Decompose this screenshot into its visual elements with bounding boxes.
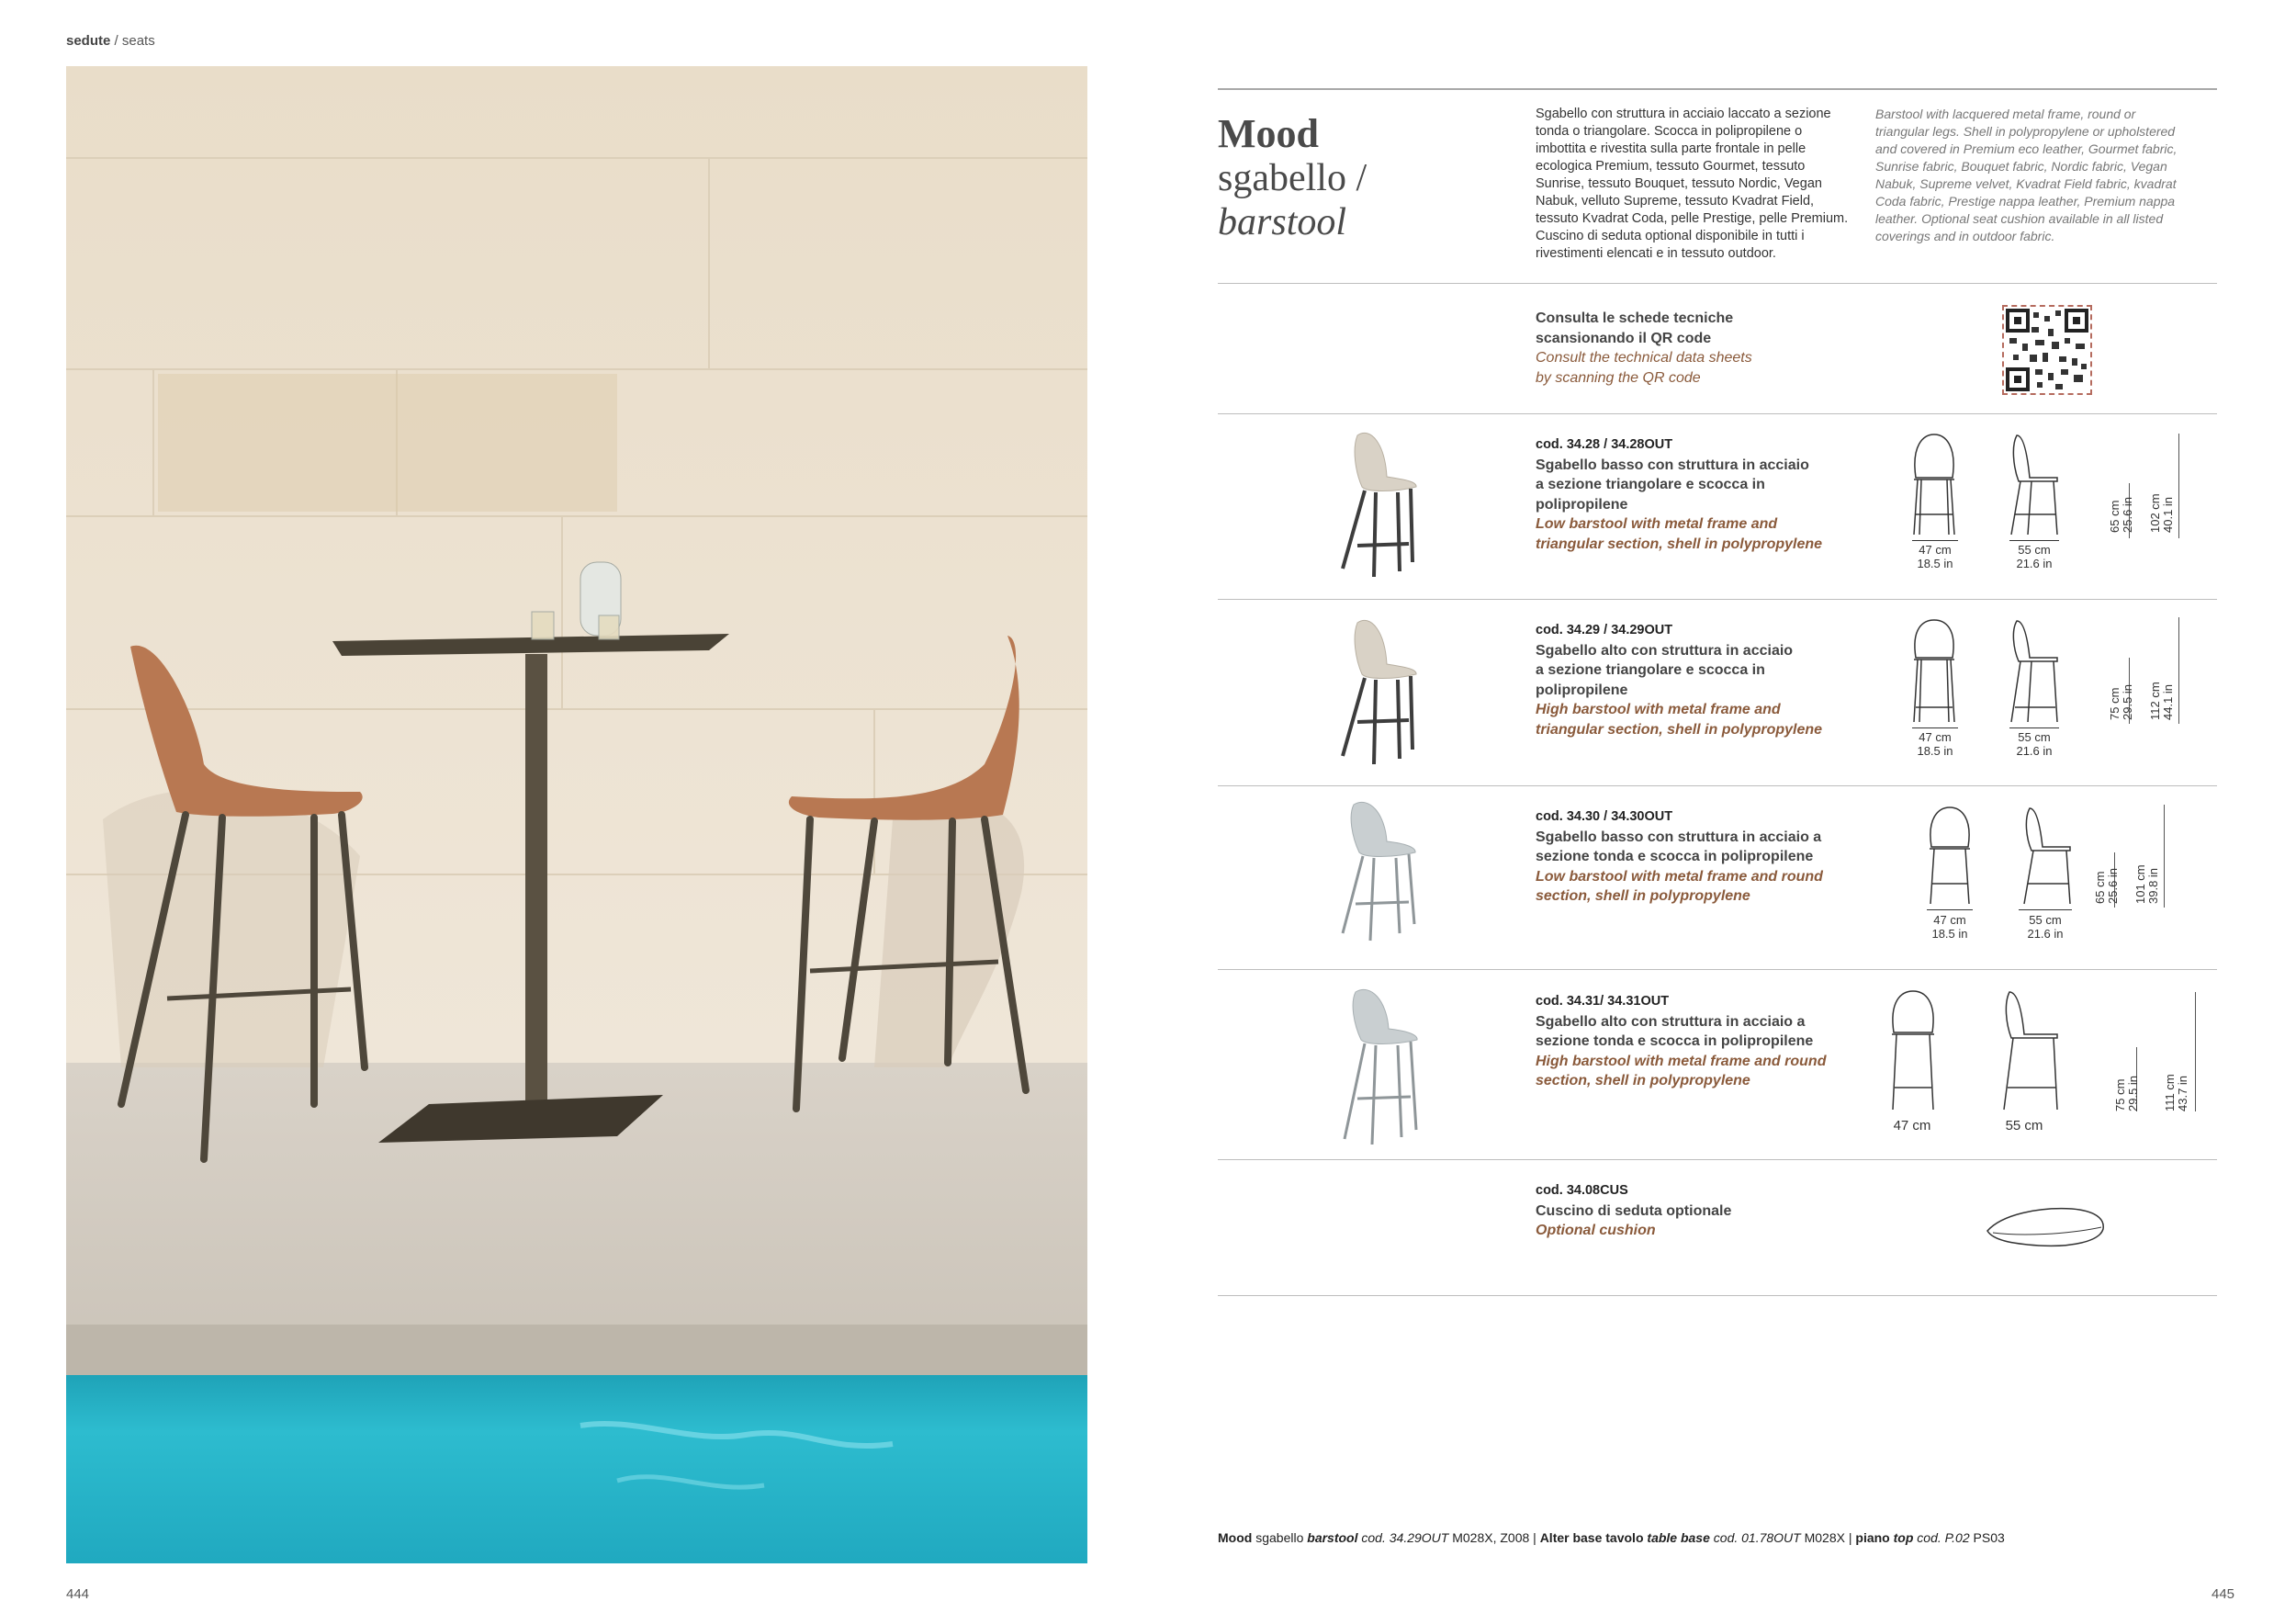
page-number-right: 445 [2212, 1586, 2235, 1602]
page-number-left: 444 [66, 1586, 90, 1602]
item-cushion: cod. 34.08CUS Cuscino di seduta optionale Optional cushion [1536, 1183, 1732, 1238]
qr-code[interactable] [2002, 305, 2092, 395]
width-front: 47 cm 18.5 in [1931, 913, 1968, 941]
description-en: Barstool with lacquered metal frame, round or triangular legs. Shell in polypropylene or upholstered and covered in Premium eco leather, Gourmet fabric, Sunrise fabric, Bouquet fabric, Nordic fabric, Vegan Nabuk, Supreme velvet, Kvadrat Field fabric, kvadrat Coda fabric, Prestige nappa leather, Premium nappa leather. Optional seat cushion available in all listed coverings and in outdoor fabric. [1875, 107, 2178, 243]
photo-illustration [66, 66, 1087, 1563]
divider [1218, 785, 2217, 786]
dimension-line [2009, 727, 2059, 728]
width-front: 47 cm [1893, 1118, 1931, 1133]
dimension-line [2019, 909, 2072, 910]
seat-height: 75 cm 29.5 in [2108, 683, 2134, 720]
width-front: 47 cm 18.5 in [1917, 730, 1953, 758]
product-name: Mood [1218, 111, 1319, 156]
width-side: 55 cm 21.6 in [2016, 543, 2053, 570]
photo-caption: Mood sgabello barstool cod. 34.29OUT M028X, Z008 | Alter base tavolo table base cod. 01.78OUT M028X | piano top cod. P.02 PS03 [1218, 1530, 2005, 1545]
dimension-line [2009, 540, 2059, 541]
dimension-line [1912, 727, 1958, 728]
barstool-thumbnail [1328, 795, 1429, 942]
divider [1218, 413, 2217, 414]
side-view-drawing [2004, 617, 2063, 726]
dimension-line [2195, 992, 2196, 1111]
item-34-28: cod. 34.28 / 34.28OUT Sgabello basso con struttura in acciaio a sezione triangolare e scocca in polipropilene Low barstool with metal frame and triangular section, shell in polypropylene [1536, 437, 1823, 552]
seat-height: 65 cm 25.6 in [2108, 496, 2134, 533]
front-view-drawing [1907, 432, 1962, 538]
section-label-it: sedute [66, 33, 111, 49]
side-view-drawing [2004, 432, 2063, 538]
dimension-line [2178, 617, 2179, 724]
seat-height: 65 cm 25.6 in [2093, 867, 2120, 904]
product-photo [66, 66, 1087, 1563]
divider [1218, 1159, 2217, 1160]
total-height: 102 cm 40.1 in [2148, 493, 2175, 533]
width-side: 55 cm 21.6 in [2027, 913, 2064, 941]
section-label: sedute / seats [66, 33, 155, 49]
divider [1218, 88, 2217, 90]
product-title [1218, 112, 1367, 244]
divider [1218, 599, 2217, 600]
qr-text: Consulta le schede tecniche scansionando il QR code Consult the technical data sheets by scanning the QR code [1536, 310, 1752, 386]
qr-code-icon [2004, 307, 2090, 393]
front-view-drawing [1907, 617, 1962, 726]
cushion-drawing [1984, 1203, 2109, 1251]
item-34-31: cod. 34.31/ 34.31OUT Sgabello alto con struttura in acciaio a sezione tonda e scocca in polipropilene High barstool with metal frame and round section, shell in polypropylene [1536, 994, 1827, 1088]
section-label-en: seats [121, 33, 155, 49]
width-side: 55 cm 21.6 in [2016, 730, 2053, 758]
description-it: Sgabello con struttura in acciaio laccato a sezione tonda o triangolare. Scocca in polipropilene o imbottita e rivestita sulla parte frontale in pelle ecologica Premium, tessuto Gourmet, tessuto Sunrise, tessuto Bouquet, tessuto Nordic, Vegan Nabuk, velluto Supreme, tessuto Kvadrat Field, tessuto Kvadrat Coda, pelle Prestige, pelle Premium. Cuscino di seduta optional disponibile in tutti i rivestimenti elencati e in tessuto outdoor. [1536, 107, 1849, 261]
total-height: 101 cm 39.8 in [2133, 864, 2160, 904]
dimension-line [1927, 909, 1973, 910]
front-view-drawing [1923, 805, 1976, 908]
seat-height: 75 cm 29.5 in [2113, 1075, 2140, 1111]
divider [1218, 969, 2217, 970]
dimension-line [2178, 434, 2179, 538]
total-height: 111 cm 43.7 in [2163, 1074, 2189, 1111]
dimension-line [2164, 805, 2165, 908]
dimension-line [1912, 540, 1958, 541]
product-type-it: sgabello / [1218, 157, 1367, 199]
barstool-thumbnail [1330, 983, 1431, 1146]
divider [1218, 1295, 2217, 1296]
side-view-drawing [2017, 805, 2076, 908]
barstool-thumbnail [1330, 614, 1431, 770]
width-front: 47 cm 18.5 in [1917, 543, 1953, 570]
width-side: 55 cm [2005, 1118, 2043, 1133]
divider [1218, 283, 2217, 284]
front-view-drawing [1885, 988, 1941, 1113]
barstool-thumbnail [1330, 426, 1431, 582]
item-34-29: cod. 34.29 / 34.29OUT Sgabello alto con struttura in acciaio a sezione triangolare e scocca in polipropilene High barstool with metal frame and triangular section, shell in polypropylene [1536, 623, 1823, 738]
item-34-30: cod. 34.30 / 34.30OUT Sgabello basso con struttura in acciaio a sezione tonda e scocca in polipropilene Low barstool with metal frame and round section, shell in polypropylene [1536, 809, 1823, 904]
total-height: 112 cm 44.1 in [2148, 682, 2175, 720]
product-type-en: barstool [1218, 201, 1347, 243]
side-view-drawing [1997, 988, 2063, 1113]
